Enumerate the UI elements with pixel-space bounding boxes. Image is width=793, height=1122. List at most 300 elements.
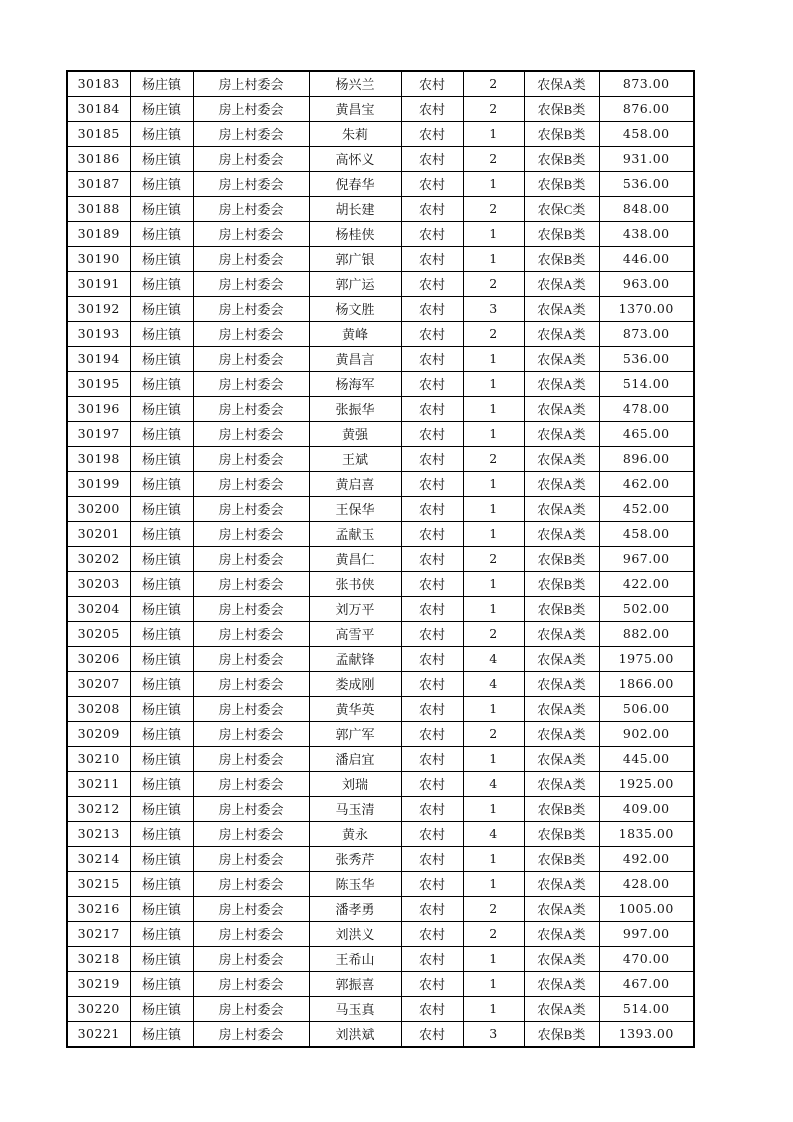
- cell-person-name: 郭广运: [309, 272, 401, 297]
- cell-insurance-class: 农保A类: [524, 647, 599, 672]
- cell-person-name: 杨兴兰: [309, 71, 401, 97]
- cell-amount: 1925.00: [599, 772, 694, 797]
- cell-person-name: 黄昌宝: [309, 97, 401, 122]
- cell-town: 杨庄镇: [130, 797, 193, 822]
- cell-person-name: 胡长建: [309, 197, 401, 222]
- cell-amount: 492.00: [599, 847, 694, 872]
- cell-village-committee: 房上村委会: [193, 347, 309, 372]
- cell-town: 杨庄镇: [130, 422, 193, 447]
- cell-insurance-class: 农保B类: [524, 847, 599, 872]
- cell-insurance-class: 农保A类: [524, 997, 599, 1022]
- cell-person-name: 孟献锋: [309, 647, 401, 672]
- cell-town: 杨庄镇: [130, 722, 193, 747]
- cell-town: 杨庄镇: [130, 647, 193, 672]
- cell-person-count: 2: [463, 922, 524, 947]
- cell-town: 杨庄镇: [130, 222, 193, 247]
- cell-village-committee: 房上村委会: [193, 572, 309, 597]
- cell-village-committee: 房上村委会: [193, 822, 309, 847]
- cell-residence-type: 农村: [401, 97, 463, 122]
- table-row: [67, 222, 694, 247]
- cell-residence-type: 农村: [401, 222, 463, 247]
- cell-residence-type: 农村: [401, 922, 463, 947]
- cell-insurance-class: 农保A类: [524, 722, 599, 747]
- cell-town: 杨庄镇: [130, 372, 193, 397]
- cell-village-committee: 房上村委会: [193, 647, 309, 672]
- cell-residence-type: 农村: [401, 472, 463, 497]
- cell-village-committee: 房上村委会: [193, 597, 309, 622]
- cell-person-count: 2: [463, 897, 524, 922]
- cell-town: 杨庄镇: [130, 572, 193, 597]
- cell-amount: 967.00: [599, 547, 694, 572]
- cell-insurance-class: 农保A类: [524, 422, 599, 447]
- cell-person-name: 潘启宜: [309, 747, 401, 772]
- cell-insurance-class: 农保A类: [524, 922, 599, 947]
- cell-insurance-class: 农保B类: [524, 597, 599, 622]
- cell-insurance-class: 农保B类: [524, 97, 599, 122]
- cell-village-committee: 房上村委会: [193, 797, 309, 822]
- cell-village-committee: 房上村委会: [193, 422, 309, 447]
- cell-person-count: 1: [463, 222, 524, 247]
- cell-person-count: 4: [463, 822, 524, 847]
- cell-insurance-class: 农保A类: [524, 397, 599, 422]
- cell-person-count: 1: [463, 422, 524, 447]
- cell-town: 杨庄镇: [130, 472, 193, 497]
- cell-person-name: 刘万平: [309, 597, 401, 622]
- cell-town: 杨庄镇: [130, 172, 193, 197]
- cell-person-name: 孟献玉: [309, 522, 401, 547]
- table-row: [67, 272, 694, 297]
- cell-record-id: 30195: [67, 372, 130, 397]
- cell-record-id: 30186: [67, 147, 130, 172]
- table-row: [67, 422, 694, 447]
- cell-person-count: 1: [463, 497, 524, 522]
- cell-amount: 506.00: [599, 697, 694, 722]
- table-row: [67, 722, 694, 747]
- cell-village-committee: 房上村委会: [193, 947, 309, 972]
- cell-record-id: 30213: [67, 822, 130, 847]
- cell-person-count: 3: [463, 1022, 524, 1048]
- table-row: [67, 847, 694, 872]
- cell-village-committee: 房上村委会: [193, 747, 309, 772]
- cell-insurance-class: 农保A类: [524, 947, 599, 972]
- cell-person-count: 4: [463, 672, 524, 697]
- cell-amount: 931.00: [599, 147, 694, 172]
- cell-insurance-class: 农保B类: [524, 797, 599, 822]
- cell-person-name: 黄永: [309, 822, 401, 847]
- cell-insurance-class: 农保B类: [524, 547, 599, 572]
- cell-person-name: 刘瑞: [309, 772, 401, 797]
- cell-amount: 470.00: [599, 947, 694, 972]
- table-row: [67, 71, 694, 97]
- cell-village-committee: 房上村委会: [193, 447, 309, 472]
- cell-town: 杨庄镇: [130, 247, 193, 272]
- cell-residence-type: 农村: [401, 722, 463, 747]
- cell-person-name: 刘洪斌: [309, 1022, 401, 1048]
- cell-person-name: 张秀芹: [309, 847, 401, 872]
- cell-record-id: 30196: [67, 397, 130, 422]
- cell-insurance-class: 农保B类: [524, 122, 599, 147]
- cell-record-id: 30211: [67, 772, 130, 797]
- cell-record-id: 30220: [67, 997, 130, 1022]
- cell-person-count: 4: [463, 772, 524, 797]
- cell-person-count: 2: [463, 147, 524, 172]
- cell-village-committee: 房上村委会: [193, 97, 309, 122]
- cell-record-id: 30210: [67, 747, 130, 772]
- cell-person-name: 高怀义: [309, 147, 401, 172]
- cell-residence-type: 农村: [401, 872, 463, 897]
- table-row: [67, 747, 694, 772]
- cell-amount: 1835.00: [599, 822, 694, 847]
- cell-town: 杨庄镇: [130, 547, 193, 572]
- cell-amount: 452.00: [599, 497, 694, 522]
- cell-town: 杨庄镇: [130, 822, 193, 847]
- cell-insurance-class: 农保A类: [524, 297, 599, 322]
- cell-residence-type: 农村: [401, 747, 463, 772]
- cell-person-count: 2: [463, 722, 524, 747]
- cell-residence-type: 农村: [401, 522, 463, 547]
- table-row: [67, 872, 694, 897]
- cell-amount: 873.00: [599, 322, 694, 347]
- cell-record-id: 30209: [67, 722, 130, 747]
- cell-amount: 409.00: [599, 797, 694, 822]
- cell-amount: 465.00: [599, 422, 694, 447]
- cell-insurance-class: 农保A类: [524, 372, 599, 397]
- cell-amount: 848.00: [599, 197, 694, 222]
- cell-amount: 997.00: [599, 922, 694, 947]
- table-row: [67, 672, 694, 697]
- cell-residence-type: 农村: [401, 272, 463, 297]
- cell-record-id: 30189: [67, 222, 130, 247]
- cell-amount: 428.00: [599, 872, 694, 897]
- cell-person-count: 2: [463, 71, 524, 97]
- cell-person-name: 娄成刚: [309, 672, 401, 697]
- cell-person-count: 2: [463, 547, 524, 572]
- cell-person-count: 1: [463, 472, 524, 497]
- cell-residence-type: 农村: [401, 147, 463, 172]
- cell-residence-type: 农村: [401, 172, 463, 197]
- cell-insurance-class: 农保A类: [524, 697, 599, 722]
- cell-record-id: 30204: [67, 597, 130, 622]
- cell-residence-type: 农村: [401, 247, 463, 272]
- table-row: [67, 997, 694, 1022]
- cell-village-committee: 房上村委会: [193, 872, 309, 897]
- cell-village-committee: 房上村委会: [193, 472, 309, 497]
- cell-record-id: 30183: [67, 71, 130, 97]
- cell-residence-type: 农村: [401, 947, 463, 972]
- cell-town: 杨庄镇: [130, 347, 193, 372]
- table-row: [67, 472, 694, 497]
- cell-village-committee: 房上村委会: [193, 397, 309, 422]
- cell-town: 杨庄镇: [130, 847, 193, 872]
- cell-amount: 422.00: [599, 572, 694, 597]
- cell-person-name: 杨海军: [309, 372, 401, 397]
- cell-amount: 536.00: [599, 347, 694, 372]
- table-row: [67, 147, 694, 172]
- cell-person-count: 1: [463, 947, 524, 972]
- cell-amount: 458.00: [599, 522, 694, 547]
- cell-village-committee: 房上村委会: [193, 122, 309, 147]
- cell-person-name: 黄华英: [309, 697, 401, 722]
- cell-residence-type: 农村: [401, 797, 463, 822]
- cell-amount: 963.00: [599, 272, 694, 297]
- cell-village-committee: 房上村委会: [193, 197, 309, 222]
- cell-insurance-class: 农保A类: [524, 672, 599, 697]
- table-row: [67, 322, 694, 347]
- cell-residence-type: 农村: [401, 997, 463, 1022]
- cell-person-name: 张振华: [309, 397, 401, 422]
- cell-person-name: 马玉真: [309, 997, 401, 1022]
- table-row: [67, 597, 694, 622]
- table-row: [67, 347, 694, 372]
- table-row: [67, 797, 694, 822]
- cell-record-id: 30197: [67, 422, 130, 447]
- table-row: [67, 922, 694, 947]
- cell-person-name: 黄昌言: [309, 347, 401, 372]
- cell-town: 杨庄镇: [130, 622, 193, 647]
- cell-record-id: 30190: [67, 247, 130, 272]
- table-row: [67, 947, 694, 972]
- cell-residence-type: 农村: [401, 372, 463, 397]
- cell-person-count: 1: [463, 997, 524, 1022]
- cell-record-id: 30206: [67, 647, 130, 672]
- cell-amount: 502.00: [599, 597, 694, 622]
- cell-amount: 438.00: [599, 222, 694, 247]
- cell-village-committee: 房上村委会: [193, 522, 309, 547]
- table-row: [67, 447, 694, 472]
- cell-village-committee: 房上村委会: [193, 697, 309, 722]
- table-row: [67, 972, 694, 997]
- cell-amount: 514.00: [599, 372, 694, 397]
- table-row: [67, 647, 694, 672]
- cell-person-name: 朱莉: [309, 122, 401, 147]
- cell-village-committee: 房上村委会: [193, 297, 309, 322]
- cell-village-committee: 房上村委会: [193, 272, 309, 297]
- cell-person-name: 马玉清: [309, 797, 401, 822]
- cell-insurance-class: 农保A类: [524, 497, 599, 522]
- cell-person-count: 1: [463, 397, 524, 422]
- cell-person-count: 1: [463, 697, 524, 722]
- cell-residence-type: 农村: [401, 597, 463, 622]
- cell-village-committee: 房上村委会: [193, 147, 309, 172]
- cell-town: 杨庄镇: [130, 972, 193, 997]
- table-row: [67, 397, 694, 422]
- table-row: [67, 697, 694, 722]
- cell-person-name: 王希山: [309, 947, 401, 972]
- cell-town: 杨庄镇: [130, 522, 193, 547]
- cell-village-committee: 房上村委会: [193, 772, 309, 797]
- cell-record-id: 30202: [67, 547, 130, 572]
- cell-record-id: 30185: [67, 122, 130, 147]
- cell-village-committee: 房上村委会: [193, 372, 309, 397]
- cell-person-count: 1: [463, 172, 524, 197]
- cell-town: 杨庄镇: [130, 897, 193, 922]
- cell-village-committee: 房上村委会: [193, 722, 309, 747]
- cell-record-id: 30201: [67, 522, 130, 547]
- table-row: [67, 822, 694, 847]
- cell-village-committee: 房上村委会: [193, 997, 309, 1022]
- cell-amount: 1975.00: [599, 647, 694, 672]
- cell-person-name: 郭广军: [309, 722, 401, 747]
- cell-record-id: 30207: [67, 672, 130, 697]
- cell-amount: 1005.00: [599, 897, 694, 922]
- cell-residence-type: 农村: [401, 547, 463, 572]
- cell-town: 杨庄镇: [130, 497, 193, 522]
- cell-record-id: 30187: [67, 172, 130, 197]
- cell-insurance-class: 农保B类: [524, 1022, 599, 1048]
- cell-residence-type: 农村: [401, 897, 463, 922]
- cell-village-committee: 房上村委会: [193, 672, 309, 697]
- cell-village-committee: 房上村委会: [193, 247, 309, 272]
- cell-village-committee: 房上村委会: [193, 922, 309, 947]
- cell-insurance-class: 农保A类: [524, 472, 599, 497]
- cell-residence-type: 农村: [401, 622, 463, 647]
- cell-town: 杨庄镇: [130, 697, 193, 722]
- cell-residence-type: 农村: [401, 572, 463, 597]
- cell-person-count: 1: [463, 347, 524, 372]
- cell-insurance-class: 农保A类: [524, 71, 599, 97]
- cell-town: 杨庄镇: [130, 922, 193, 947]
- cell-amount: 902.00: [599, 722, 694, 747]
- cell-person-count: 1: [463, 247, 524, 272]
- cell-record-id: 30217: [67, 922, 130, 947]
- cell-amount: 882.00: [599, 622, 694, 647]
- cell-residence-type: 农村: [401, 772, 463, 797]
- cell-residence-type: 农村: [401, 122, 463, 147]
- cell-insurance-class: 农保B类: [524, 222, 599, 247]
- cell-person-count: 1: [463, 872, 524, 897]
- cell-person-name: 刘洪义: [309, 922, 401, 947]
- cell-person-count: 2: [463, 322, 524, 347]
- table-row: [67, 97, 694, 122]
- table-row: [67, 897, 694, 922]
- cell-person-count: 1: [463, 572, 524, 597]
- table-row: [67, 622, 694, 647]
- cell-amount: 467.00: [599, 972, 694, 997]
- cell-record-id: 30198: [67, 447, 130, 472]
- cell-person-count: 2: [463, 97, 524, 122]
- cell-town: 杨庄镇: [130, 672, 193, 697]
- cell-record-id: 30193: [67, 322, 130, 347]
- cell-residence-type: 农村: [401, 1022, 463, 1048]
- cell-record-id: 30219: [67, 972, 130, 997]
- cell-residence-type: 农村: [401, 972, 463, 997]
- cell-record-id: 30192: [67, 297, 130, 322]
- cell-person-name: 张书侠: [309, 572, 401, 597]
- cell-village-committee: 房上村委会: [193, 547, 309, 572]
- cell-person-count: 2: [463, 447, 524, 472]
- cell-residence-type: 农村: [401, 297, 463, 322]
- cell-amount: 1866.00: [599, 672, 694, 697]
- cell-amount: 876.00: [599, 97, 694, 122]
- cell-town: 杨庄镇: [130, 272, 193, 297]
- cell-insurance-class: 农保A类: [524, 322, 599, 347]
- cell-amount: 462.00: [599, 472, 694, 497]
- cell-town: 杨庄镇: [130, 597, 193, 622]
- table-row: [67, 372, 694, 397]
- cell-person-name: 王保华: [309, 497, 401, 522]
- cell-person-name: 黄峰: [309, 322, 401, 347]
- cell-amount: 446.00: [599, 247, 694, 272]
- cell-village-committee: 房上村委会: [193, 497, 309, 522]
- table-row: [67, 172, 694, 197]
- cell-record-id: 30194: [67, 347, 130, 372]
- cell-insurance-class: 农保B类: [524, 247, 599, 272]
- cell-residence-type: 农村: [401, 322, 463, 347]
- cell-person-count: 3: [463, 297, 524, 322]
- cell-town: 杨庄镇: [130, 947, 193, 972]
- cell-residence-type: 农村: [401, 822, 463, 847]
- cell-town: 杨庄镇: [130, 147, 193, 172]
- cell-amount: 478.00: [599, 397, 694, 422]
- cell-village-committee: 房上村委会: [193, 897, 309, 922]
- cell-person-name: 黄强: [309, 422, 401, 447]
- cell-person-name: 郭广银: [309, 247, 401, 272]
- cell-insurance-class: 农保A类: [524, 972, 599, 997]
- records-tbody: [67, 71, 694, 1047]
- cell-person-name: 黄昌仁: [309, 547, 401, 572]
- cell-person-count: 1: [463, 597, 524, 622]
- cell-town: 杨庄镇: [130, 397, 193, 422]
- cell-insurance-class: 农保B类: [524, 147, 599, 172]
- cell-town: 杨庄镇: [130, 997, 193, 1022]
- cell-person-name: 杨文胜: [309, 297, 401, 322]
- cell-person-count: 2: [463, 622, 524, 647]
- cell-village-committee: 房上村委会: [193, 222, 309, 247]
- cell-town: 杨庄镇: [130, 872, 193, 897]
- cell-town: 杨庄镇: [130, 122, 193, 147]
- cell-person-name: 王斌: [309, 447, 401, 472]
- cell-person-count: 1: [463, 122, 524, 147]
- cell-record-id: 30215: [67, 872, 130, 897]
- cell-insurance-class: 农保A类: [524, 447, 599, 472]
- records-table: [66, 70, 695, 1048]
- table-row: [67, 197, 694, 222]
- cell-residence-type: 农村: [401, 447, 463, 472]
- cell-record-id: 30218: [67, 947, 130, 972]
- cell-residence-type: 农村: [401, 847, 463, 872]
- cell-record-id: 30200: [67, 497, 130, 522]
- cell-person-count: 2: [463, 272, 524, 297]
- cell-town: 杨庄镇: [130, 322, 193, 347]
- table-row: [67, 772, 694, 797]
- cell-insurance-class: 农保A类: [524, 522, 599, 547]
- table-row: [67, 522, 694, 547]
- cell-person-name: 黄启喜: [309, 472, 401, 497]
- cell-record-id: 30203: [67, 572, 130, 597]
- cell-town: 杨庄镇: [130, 1022, 193, 1048]
- cell-person-count: 1: [463, 847, 524, 872]
- cell-record-id: 30199: [67, 472, 130, 497]
- cell-town: 杨庄镇: [130, 71, 193, 97]
- cell-person-name: 杨桂侠: [309, 222, 401, 247]
- cell-person-count: 1: [463, 747, 524, 772]
- table-row: [67, 297, 694, 322]
- cell-village-committee: 房上村委会: [193, 622, 309, 647]
- cell-residence-type: 农村: [401, 422, 463, 447]
- cell-insurance-class: 农保A类: [524, 272, 599, 297]
- cell-insurance-class: 农保C类: [524, 197, 599, 222]
- cell-village-committee: 房上村委会: [193, 1022, 309, 1048]
- cell-insurance-class: 农保A类: [524, 622, 599, 647]
- table-row: [67, 572, 694, 597]
- cell-residence-type: 农村: [401, 647, 463, 672]
- cell-insurance-class: 农保A类: [524, 897, 599, 922]
- cell-residence-type: 农村: [401, 697, 463, 722]
- table-row: [67, 122, 694, 147]
- cell-person-count: 1: [463, 972, 524, 997]
- cell-person-count: 1: [463, 797, 524, 822]
- table-row: [67, 247, 694, 272]
